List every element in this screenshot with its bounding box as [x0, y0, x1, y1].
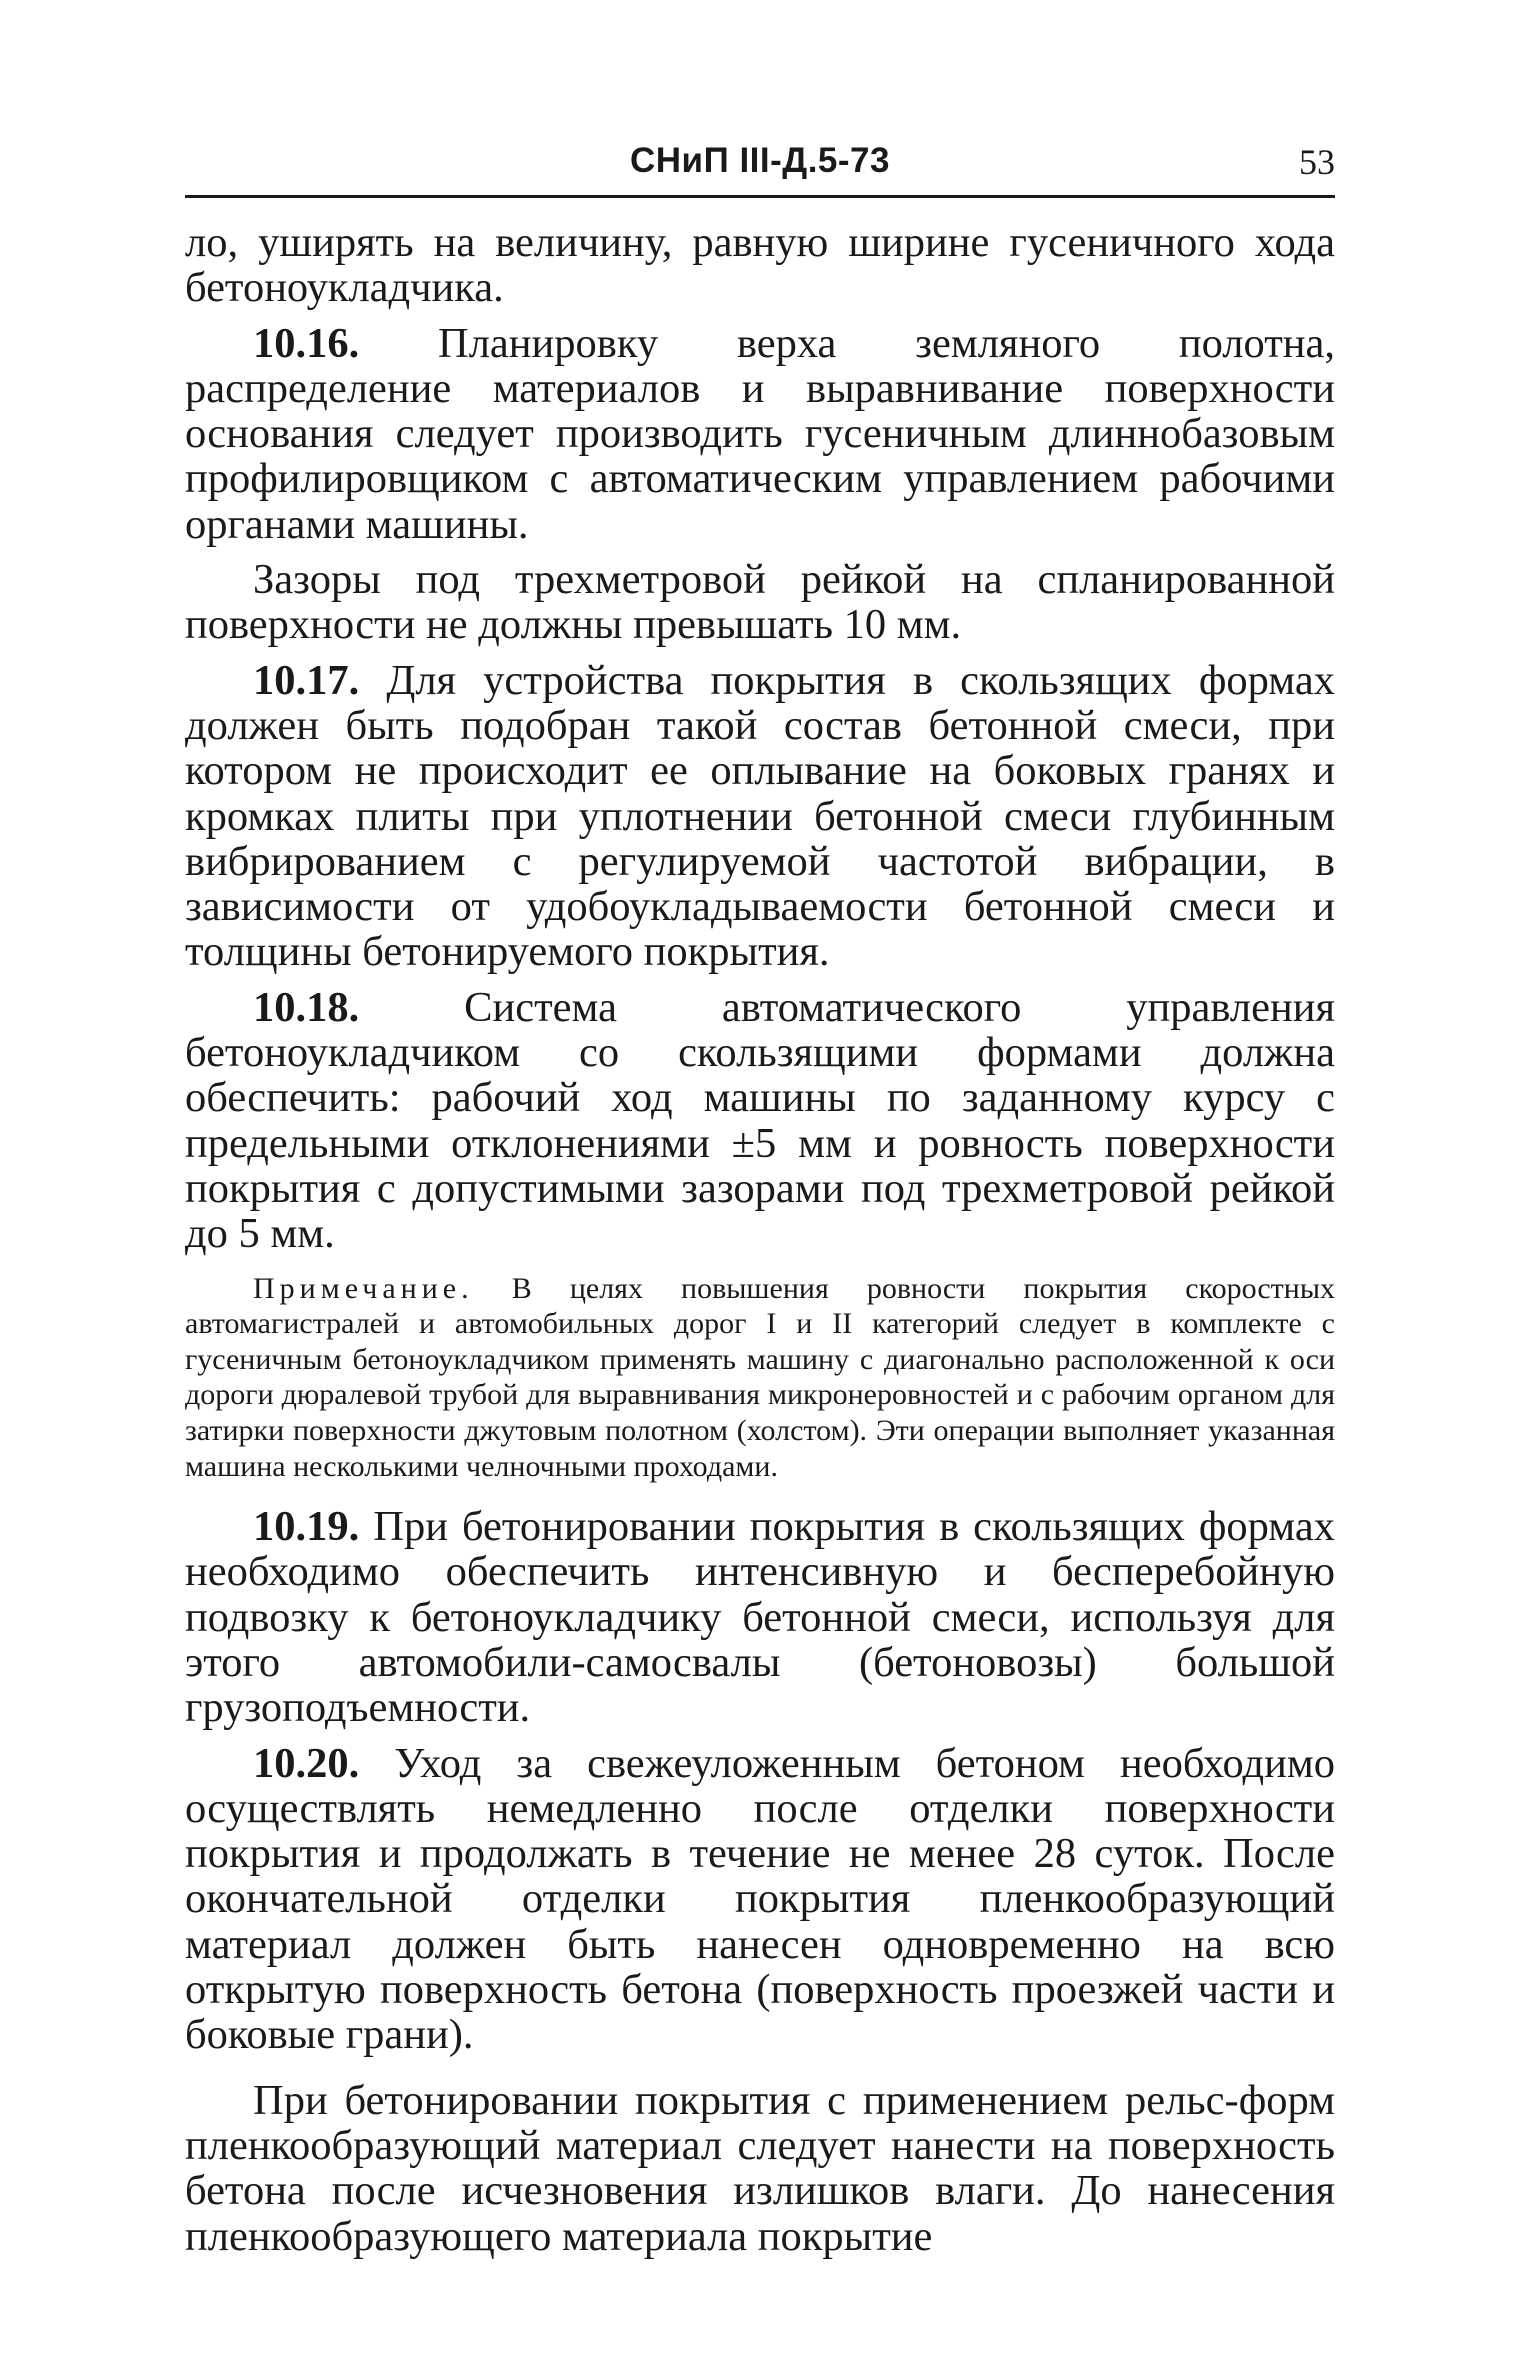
clause-10-17: [185, 658, 1335, 975]
paragraph-continuation: [185, 220, 1335, 311]
clause-number: 10.20.: [253, 1739, 360, 1787]
clause-number: 10.19.: [253, 1503, 360, 1551]
clause-10-19: [185, 1504, 1335, 1730]
clause-number: 10.17.: [253, 656, 360, 704]
paragraph-text: Зазоры под трехметровой рейкой на спланированной поверхности не должны превышать 10 мм.: [185, 556, 1335, 649]
clause-10-16: [185, 321, 1335, 547]
clause-number: 10.18.: [253, 983, 360, 1031]
page-body: [185, 220, 1335, 2259]
running-header: [185, 135, 1335, 198]
paragraph-text: При бетонировании покрытия в скользящих формах необходимо обеспечить интенсивную и бесперебойную подвозку к бетоноукладчику бетонной смеси, используя для этого автомобили-самосвалы (бетоновозы) большой грузоподъемности.: [185, 1503, 1335, 1732]
clause-10-20: [185, 1741, 1335, 2058]
clause-10-18: [185, 985, 1335, 1257]
document-page: [185, 135, 1335, 2259]
paragraph-text: Система автоматического управления бетоноукладчиком со скользящими формами должна обеспечить: рабочий ход машины по заданному курсу с предельными отклонениями ±5 мм и ровность поверхности покрытия с допустимыми зазорами под трехметровой рейкой до 5 мм.: [185, 983, 1335, 1258]
paragraph-text: Для устройства покрытия в скользящих формах должен быть подобран такой состав бетонной смеси, при котором не происходит ее оплывание на боковых гранях и кромках плиты при уплотнении бетонной смеси глубинным вибрированием с регулируемой частотой вибрации, в зависимости от удобоукладываемости бетонной смеси и толщины бетонируемого покрытия.: [185, 656, 1335, 976]
clause-10-16-gaps: [185, 557, 1335, 648]
paragraph-text: При бетонировании покрытия с применением рельс-форм пленкообразующий материал следует нанести на поверхность бетона после исчезновения излишков влаги. До нанесения пленкообразующего материала покрытие: [185, 2076, 1335, 2260]
note-text: В целях повышения ровности покрытия скоростных автомагистралей и автомобильных дорог I и II категорий следует в комплекте с гусеничным бетоноукладчиком применять машину с диагонально расположенной к оси дороги дюралевой трубой для выравнивания микронеровностей и с рабочим органом для затирки поверхности джутовым полотном (холстом). Эти операции выполняет указанная машина несколькими челночными проходами.: [185, 1271, 1335, 1483]
paragraph-text: Уход за свежеуложенным бетоном необходимо осуществлять немедленно после отделки поверхности покрытия и продолжать в течение не менее 28 суток. После окончательной отделки покрытия пленкообразующий материал должен быть нанесен одновременно на всю открытую поверхность бетона (поверхность проезжей части и боковые грани).: [185, 1739, 1335, 2059]
document-code: СНиП III-Д.5-73: [630, 141, 890, 180]
page-number: 53: [1299, 142, 1335, 182]
clause-10-20-rail-forms: [185, 2078, 1335, 2259]
clause-number: 10.16.: [253, 319, 360, 367]
paragraph-text: ло, уширять на величину, равную ширине гусеничного хода бетоноукладчика.: [185, 219, 1335, 312]
note-label: Примечание.: [253, 1271, 474, 1305]
paragraph-text: Планировку верха земляного полотна, распределение материалов и выравнивание поверхности основания следует производить гусеничным длиннобазовым профилировщиком с автоматическим управлением рабочими органами машины.: [185, 319, 1335, 548]
note-block: [185, 1271, 1335, 1485]
